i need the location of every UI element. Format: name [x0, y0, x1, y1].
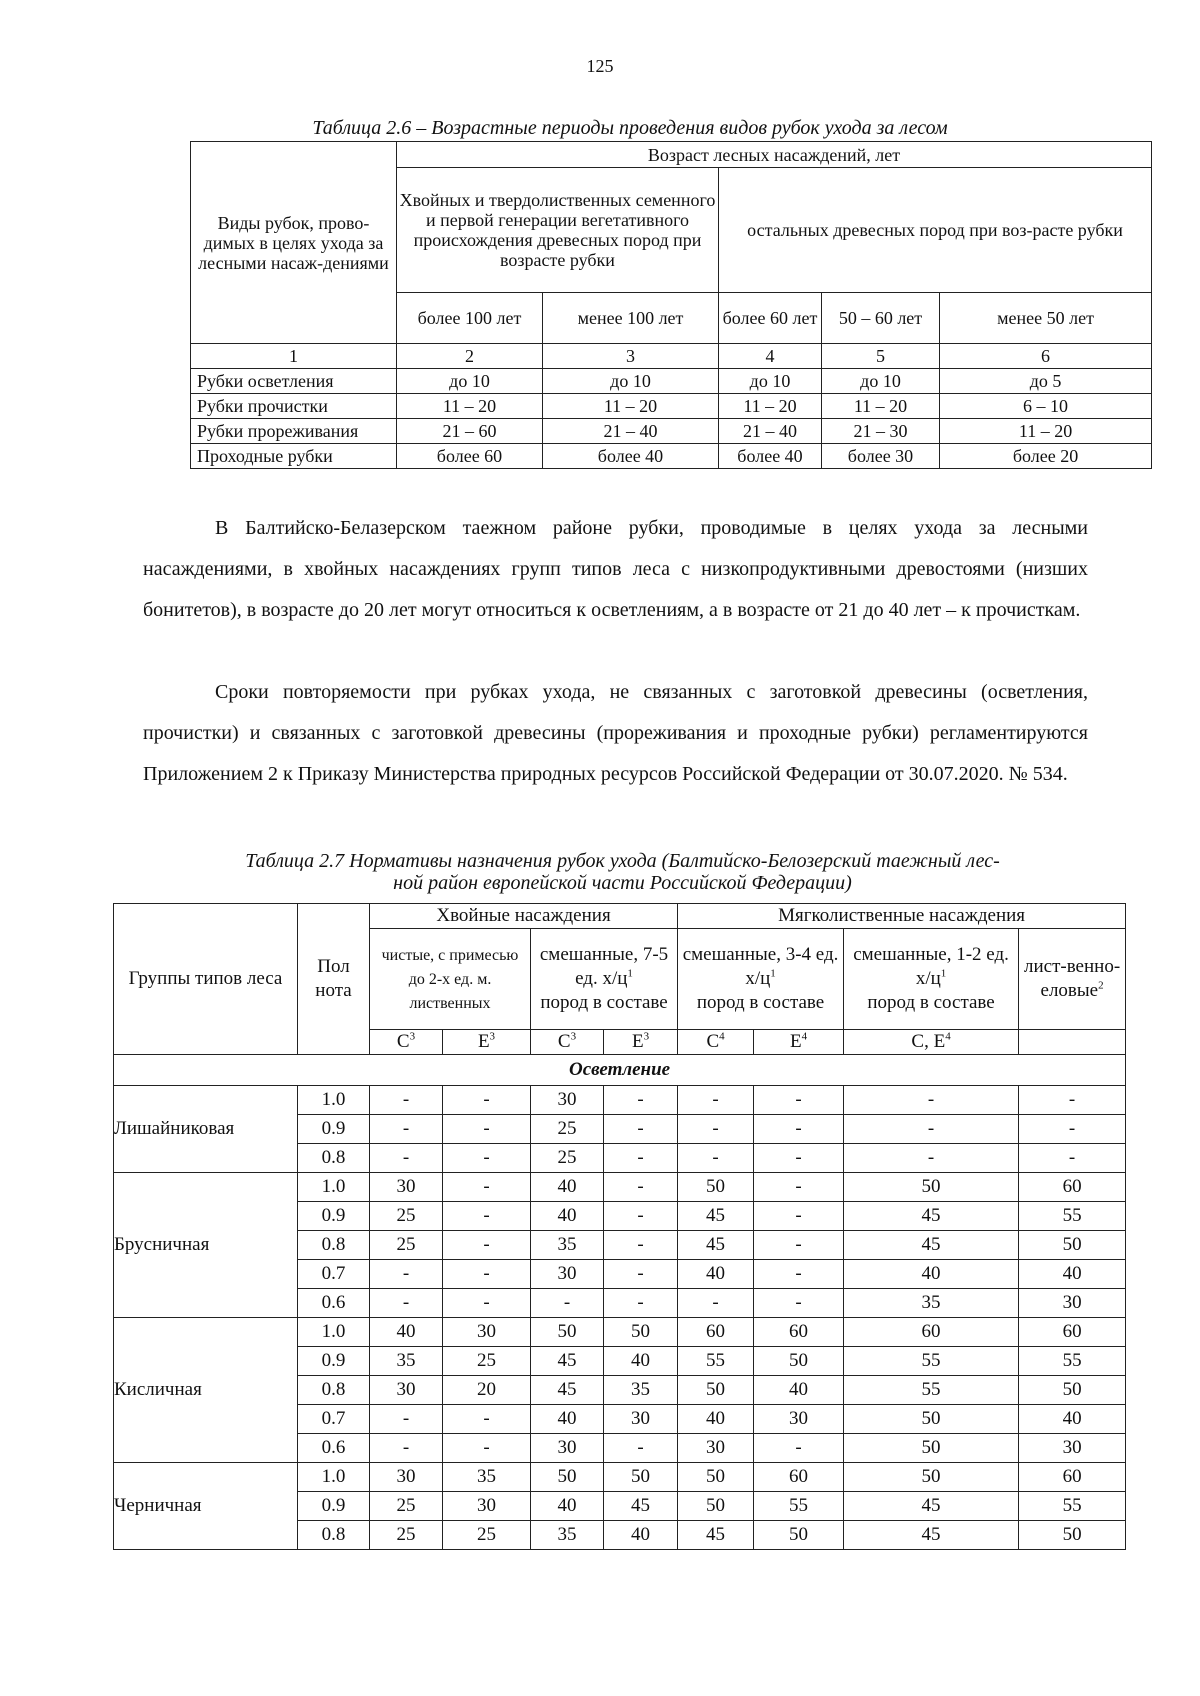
- table-cell: -: [443, 1202, 531, 1231]
- mixed12-label: смешанные, 1-2 ед. х/ц: [853, 944, 1009, 989]
- table-cell: 21 – 60: [397, 419, 543, 444]
- table-cell: 25: [531, 1115, 604, 1144]
- paragraph-1: [143, 508, 1088, 631]
- table-2-6: [190, 141, 1152, 469]
- col-header-mixed-12: [844, 929, 1019, 1030]
- col-header-decid-spruce: [1019, 929, 1126, 1030]
- density-value: 1.0: [298, 1318, 370, 1347]
- col-header-mixed-75: [531, 929, 678, 1030]
- table-cell: 25: [370, 1492, 443, 1521]
- table-cell: 40: [754, 1376, 844, 1405]
- table-cell: 30: [370, 1463, 443, 1492]
- column-number: 6: [940, 344, 1152, 369]
- table-cell: 50: [678, 1376, 754, 1405]
- table-cell: -: [604, 1202, 678, 1231]
- group-name: Брусничная: [114, 1173, 298, 1318]
- table-cell: -: [443, 1405, 531, 1434]
- table-cell: -: [754, 1289, 844, 1318]
- table-cell: 21 – 30: [822, 419, 940, 444]
- table-cell: 40: [678, 1405, 754, 1434]
- sub-header: менее 100 лет: [543, 293, 719, 344]
- density-value: 1.0: [298, 1463, 370, 1492]
- table-row: [114, 1318, 1126, 1347]
- column-number: 4: [719, 344, 822, 369]
- table-cell: 45: [844, 1231, 1019, 1260]
- density-value: 0.9: [298, 1115, 370, 1144]
- table-cell: 55: [1019, 1202, 1126, 1231]
- table-cell: 35: [531, 1231, 604, 1260]
- table-cell: -: [678, 1086, 754, 1115]
- table-cell: 40: [604, 1347, 678, 1376]
- table-cell: 11 – 20: [543, 394, 719, 419]
- table-cell: 25: [443, 1521, 531, 1550]
- table-cell: -: [844, 1144, 1019, 1173]
- table-cell: 40: [531, 1202, 604, 1231]
- table-row: [114, 1173, 1126, 1202]
- table-cell: 55: [844, 1347, 1019, 1376]
- table-cell: -: [604, 1144, 678, 1173]
- density-value: 0.9: [298, 1492, 370, 1521]
- density-value: 0.8: [298, 1231, 370, 1260]
- table-cell: 11 – 20: [822, 394, 940, 419]
- density-value: 0.9: [298, 1347, 370, 1376]
- row-label: Проходные рубки: [191, 444, 397, 469]
- table-cell: до 10: [543, 369, 719, 394]
- table-row: [191, 394, 1152, 419]
- row-label: Рубки прореживания: [191, 419, 397, 444]
- composition-label: пород в составе: [696, 992, 825, 1013]
- table-cell: 25: [370, 1521, 443, 1550]
- decid-spruce-label: лист-венно-еловые: [1023, 956, 1121, 1001]
- table-cell: -: [604, 1231, 678, 1260]
- table-cell: 50: [604, 1463, 678, 1492]
- table-cell: 30: [678, 1434, 754, 1463]
- table-cell: более 30: [822, 444, 940, 469]
- table-cell: 45: [531, 1376, 604, 1405]
- col-header-conifers: Хвойные насаждения: [370, 904, 678, 929]
- table-row: [114, 1086, 1126, 1115]
- sub-e: $Е^4$: [754, 1030, 844, 1055]
- composition-label: пород в составе: [540, 992, 668, 1013]
- table-cell: 45: [844, 1202, 1019, 1231]
- table-cell: -: [754, 1260, 844, 1289]
- sub-c: $С^3$: [370, 1030, 443, 1055]
- sub-header: 50 – 60 лет: [822, 293, 940, 344]
- table-cell: 30: [531, 1260, 604, 1289]
- table-cell: -: [443, 1086, 531, 1115]
- table-row: [191, 369, 1152, 394]
- table-2-7: [113, 903, 1126, 1550]
- table-cell: -: [370, 1434, 443, 1463]
- table-cell: 45: [844, 1492, 1019, 1521]
- table-cell: -: [604, 1086, 678, 1115]
- table-cell: 30: [531, 1434, 604, 1463]
- col-header-conifer: Хвойных и твердолиственных семенного и первой генерации вегетативного происхождения древесных пород при возрасте рубки: [397, 168, 719, 293]
- col-header-cut-types: Виды рубок, прово-димых в целях ухода за лесными насаж-дениями: [191, 142, 397, 344]
- table-cell: 55: [1019, 1347, 1126, 1376]
- row-label: Рубки осветления: [191, 369, 397, 394]
- table-cell: -: [370, 1115, 443, 1144]
- footnote-1: 1: [627, 967, 633, 980]
- table-cell: -: [678, 1115, 754, 1144]
- footnote-1: 1: [770, 967, 776, 980]
- table-cell: 50: [531, 1463, 604, 1492]
- table-cell: 50: [844, 1463, 1019, 1492]
- table-cell: -: [678, 1289, 754, 1318]
- table-cell: 45: [678, 1521, 754, 1550]
- table-cell: 40: [531, 1173, 604, 1202]
- table-cell: -: [844, 1086, 1019, 1115]
- table-cell: 60: [1019, 1318, 1126, 1347]
- table-cell: 55: [844, 1376, 1019, 1405]
- column-number: 5: [822, 344, 940, 369]
- table-cell: -: [370, 1086, 443, 1115]
- table-cell: до 10: [822, 369, 940, 394]
- table-cell: 25: [370, 1202, 443, 1231]
- table-cell: -: [370, 1144, 443, 1173]
- table-cell: 40: [531, 1492, 604, 1521]
- col-header-mixed-34: [678, 929, 844, 1030]
- density-value: 0.8: [298, 1521, 370, 1550]
- table-cell: 60: [1019, 1463, 1126, 1492]
- table-cell: -: [531, 1289, 604, 1318]
- table-cell: -: [1019, 1086, 1126, 1115]
- table-cell: 30: [754, 1405, 844, 1434]
- table-cell: 50: [531, 1318, 604, 1347]
- table-cell: 11 – 20: [397, 394, 543, 419]
- table-cell: -: [443, 1231, 531, 1260]
- col-header-other: остальных древесных пород при воз-расте рубки: [719, 168, 1152, 293]
- table-cell: -: [678, 1144, 754, 1173]
- table-cell: 50: [678, 1463, 754, 1492]
- composition-label: пород в составе: [867, 992, 995, 1013]
- table-cell: -: [604, 1260, 678, 1289]
- table-2-6-caption: Таблица 2.6 – Возрастные периоды проведения видов рубок ухода за лесом: [312, 117, 948, 139]
- table-2-7-caption-line1: Таблица 2.7 Нормативы назначения рубок ухода (Балтийско-Белозерский таежный лес-: [245, 850, 1000, 872]
- footnote-2: 2: [1098, 979, 1104, 992]
- table-cell: 50: [1019, 1376, 1126, 1405]
- table-cell: 45: [531, 1347, 604, 1376]
- col-header-density: Пол нота: [298, 904, 370, 1055]
- table-row: [114, 1463, 1126, 1492]
- table-cell: -: [443, 1115, 531, 1144]
- table-row: [191, 419, 1152, 444]
- column-number: 1: [191, 344, 397, 369]
- density-value: 0.9: [298, 1202, 370, 1231]
- table-cell: более 20: [940, 444, 1152, 469]
- table-cell: 11 – 20: [719, 394, 822, 419]
- sub-header: более 60 лет: [719, 293, 822, 344]
- table-cell: 30: [1019, 1289, 1126, 1318]
- table-cell: 45: [678, 1231, 754, 1260]
- sub-c: $С^3$: [531, 1030, 604, 1055]
- table-cell: -: [604, 1434, 678, 1463]
- table-cell: 20: [443, 1376, 531, 1405]
- sub-ce: С, $Е^4$: [844, 1030, 1019, 1055]
- pure-label: чистые, с примесью до 2-х ед. м. лиственных: [381, 947, 519, 1012]
- table-cell: -: [370, 1260, 443, 1289]
- table-cell: 60: [754, 1318, 844, 1347]
- table-cell: 11 – 20: [940, 419, 1152, 444]
- table-cell: 40: [531, 1405, 604, 1434]
- table-cell: -: [754, 1115, 844, 1144]
- table-cell: 35: [844, 1289, 1019, 1318]
- table-cell: 25: [531, 1144, 604, 1173]
- column-number: 3: [543, 344, 719, 369]
- density-value: 0.8: [298, 1144, 370, 1173]
- table-cell: 35: [443, 1463, 531, 1492]
- table-cell: -: [604, 1115, 678, 1144]
- table-cell: -: [1019, 1115, 1126, 1144]
- table-cell: -: [754, 1144, 844, 1173]
- table-cell: 30: [604, 1405, 678, 1434]
- table-cell: 30: [370, 1173, 443, 1202]
- table-cell: 50: [1019, 1521, 1126, 1550]
- density-value: 0.6: [298, 1289, 370, 1318]
- table-row: [191, 444, 1152, 469]
- table-cell: -: [443, 1434, 531, 1463]
- density-value: 1.0: [298, 1086, 370, 1115]
- sub-e: $Е^3$: [604, 1030, 678, 1055]
- table-cell: до 10: [397, 369, 543, 394]
- table-cell: 21 – 40: [719, 419, 822, 444]
- table-cell: 50: [678, 1492, 754, 1521]
- table-cell: 60: [754, 1463, 844, 1492]
- table-cell: более 40: [719, 444, 822, 469]
- table-cell: 40: [1019, 1260, 1126, 1289]
- table-cell: 55: [1019, 1492, 1126, 1521]
- table-cell: -: [754, 1231, 844, 1260]
- table-cell: -: [370, 1289, 443, 1318]
- mixed34-label: смешанные, 3-4 ед. х/ц: [682, 944, 839, 989]
- table-cell: 50: [604, 1318, 678, 1347]
- table-cell: 35: [531, 1521, 604, 1550]
- table-cell: 30: [443, 1492, 531, 1521]
- table-cell: 60: [844, 1318, 1019, 1347]
- group-name: Лишайниковая: [114, 1086, 298, 1173]
- table-cell: -: [443, 1260, 531, 1289]
- table-cell: 35: [604, 1376, 678, 1405]
- sub-header: более 100 лет: [397, 293, 543, 344]
- table-cell: -: [443, 1173, 531, 1202]
- table-cell: 50: [844, 1434, 1019, 1463]
- table-cell: 60: [678, 1318, 754, 1347]
- table-cell: 50: [844, 1173, 1019, 1202]
- col-header-pure: [370, 929, 531, 1030]
- table-cell: более 40: [543, 444, 719, 469]
- paragraph-2-text: Сроки повторяемости при рубках ухода, не связанных с заготовкой древесины (осветления, прочистки) и связанных с заготовкой древесины (прореживания и проходные рубки) регламентируются Приложением 2 к Приказу Министерства природных ресурсов Российской Федерации от 30.07.2020. № 534.: [143, 681, 1088, 785]
- density-value: 0.7: [298, 1260, 370, 1289]
- table-cell: -: [443, 1144, 531, 1173]
- column-number: 2: [397, 344, 543, 369]
- table-cell: -: [604, 1289, 678, 1318]
- table-cell: 40: [678, 1260, 754, 1289]
- table-cell: 40: [604, 1521, 678, 1550]
- table-cell: -: [754, 1434, 844, 1463]
- table-cell: -: [604, 1173, 678, 1202]
- paragraph-2: [143, 672, 1088, 795]
- table-cell: 45: [604, 1492, 678, 1521]
- table-cell: 50: [1019, 1231, 1126, 1260]
- section-title: Осветление: [114, 1055, 1126, 1086]
- table-cell: 50: [678, 1173, 754, 1202]
- table-cell: 55: [754, 1492, 844, 1521]
- col-header-age: Возраст лесных насаждений, лет: [397, 142, 1152, 168]
- sub-e: $Е^3$: [443, 1030, 531, 1055]
- density-value: 0.6: [298, 1434, 370, 1463]
- table-cell: 40: [1019, 1405, 1126, 1434]
- row-label: Рубки прочистки: [191, 394, 397, 419]
- density-value: 1.0: [298, 1173, 370, 1202]
- group-name: Кисличная: [114, 1318, 298, 1463]
- table-cell: 50: [844, 1405, 1019, 1434]
- sub-header: менее 50 лет: [940, 293, 1152, 344]
- table-cell: 40: [844, 1260, 1019, 1289]
- table-cell: 25: [443, 1347, 531, 1376]
- mixed75-label: смешанные, 7-5 ед. х/ц: [539, 944, 669, 989]
- group-name: Черничная: [114, 1463, 298, 1550]
- table-2-7-caption: [150, 850, 1095, 894]
- footnote-1: 1: [940, 967, 947, 980]
- table-cell: -: [754, 1202, 844, 1231]
- density-value: 0.8: [298, 1376, 370, 1405]
- table-cell: 30: [531, 1086, 604, 1115]
- table-cell: 25: [370, 1231, 443, 1260]
- sub-empty: [1019, 1030, 1126, 1055]
- table-cell: 30: [1019, 1434, 1126, 1463]
- density-value: 0.7: [298, 1405, 370, 1434]
- sub-c: $С^4$: [678, 1030, 754, 1055]
- table-cell: 30: [443, 1318, 531, 1347]
- table-cell: 35: [370, 1347, 443, 1376]
- table-cell: 45: [678, 1202, 754, 1231]
- table-cell: -: [443, 1289, 531, 1318]
- table-cell: -: [370, 1405, 443, 1434]
- page-number: 125: [586, 56, 614, 76]
- table-cell: 55: [678, 1347, 754, 1376]
- table-cell: 50: [754, 1521, 844, 1550]
- col-header-group: Группы типов леса: [114, 904, 298, 1055]
- table-cell: до 10: [719, 369, 822, 394]
- table-cell: -: [1019, 1144, 1126, 1173]
- table-cell: -: [754, 1086, 844, 1115]
- table-cell: 30: [370, 1376, 443, 1405]
- table-cell: до 5: [940, 369, 1152, 394]
- table-cell: 40: [370, 1318, 443, 1347]
- table-cell: 50: [754, 1347, 844, 1376]
- table-cell: 6 – 10: [940, 394, 1152, 419]
- table-cell: более 60: [397, 444, 543, 469]
- table-cell: -: [844, 1115, 1019, 1144]
- table-cell: 60: [1019, 1173, 1126, 1202]
- table-cell: 45: [844, 1521, 1019, 1550]
- col-header-soft: Мягколиственные насаждения: [678, 904, 1126, 929]
- paragraph-1-text: В Балтийско-Белазерском таежном районе рубки, проводимые в целях ухода за лесными насаждениями, в хвойных насаждениях групп типов леса с низкопродуктивными древостоями (низших бонитетов), в возрасте до 20 лет могут относиться к осветлениям, а в возрасте от 21 до 40 лет – к прочисткам.: [143, 517, 1088, 621]
- table-cell: -: [754, 1173, 844, 1202]
- table-2-7-caption-line2: ной район европейской части Российской Федерации): [393, 872, 852, 894]
- table-cell: 21 – 40: [543, 419, 719, 444]
